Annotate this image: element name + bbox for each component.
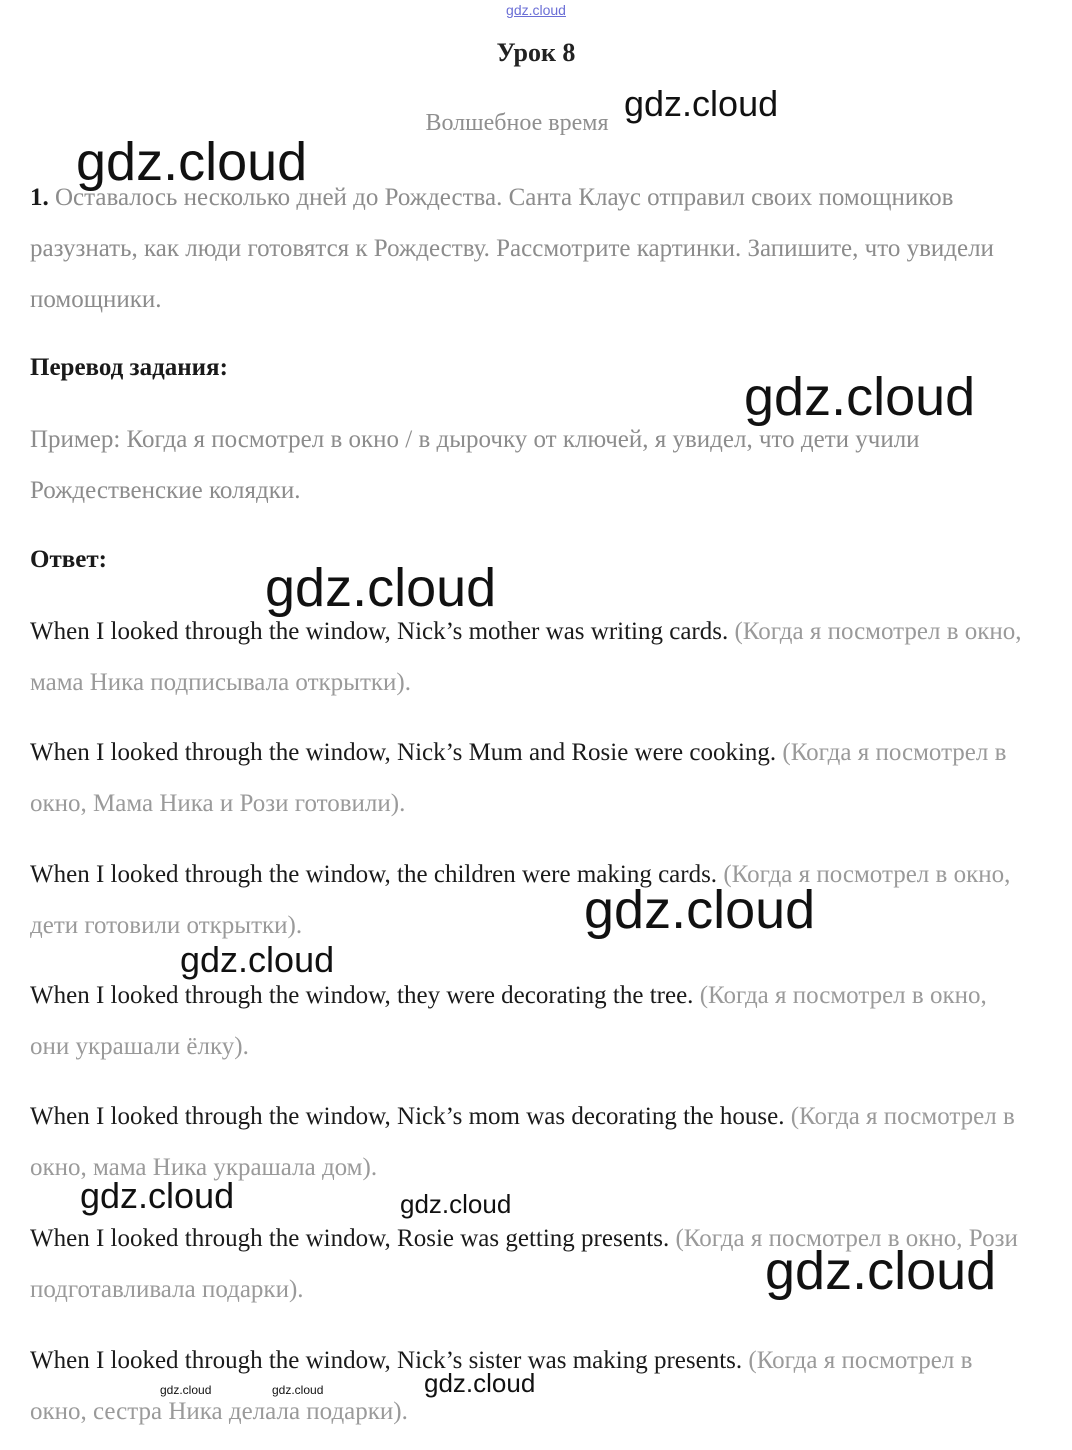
watermark: gdz.cloud [160, 1383, 212, 1397]
answer-russian: (Когда я посмотрел в окно, Рози подготавливала подарки). [30, 1225, 1018, 1303]
answer-item [30, 727, 1030, 829]
task-paragraph [30, 172, 1020, 325]
watermark: gdz.cloud [272, 1383, 324, 1397]
translation-text: Пример: Когда я посмотрел в окно / в дырочку от ключей, я увидел, что дети учили Рождественские колядки. [30, 426, 920, 504]
answer-russian: (Когда я посмотрел в окно, Мама Ника и Рози готовили). [30, 739, 1007, 817]
answer-russian: (Когда я посмотрел в окно, мама Ника подписывала открытки). [30, 618, 1022, 696]
answer-item [30, 970, 1030, 1072]
watermark-top-link[interactable]: gdz.cloud [506, 2, 566, 18]
watermark: gdz.cloud [80, 1175, 235, 1216]
watermark: gdz.cloud [584, 880, 816, 940]
answer-russian: (Когда я посмотрел в окно, дети готовили открытки). [30, 861, 1011, 939]
answer-russian: (Когда я посмотрел в окно, сестра Ника делала подарки). [30, 1347, 973, 1425]
task-text: Оставалось несколько дней до Рождества. Санта Клаус отправил своих помощников разузнать, как люди готовятся к Рождеству. Рассмотрите картинки. Запишите, что увидели помощники. [30, 184, 994, 313]
watermark: gdz.cloud [624, 83, 779, 124]
watermark: gdz.cloud [765, 1241, 997, 1301]
answer-english: When I looked through the window, Nick’s mom was decorating the house. [30, 1103, 785, 1130]
answer-russian: (Когда я посмотрел в окно, мама Ника украшала дом). [30, 1103, 1015, 1181]
answer-english: When I looked through the window, Nick’s mother was writing cards. [30, 618, 729, 645]
answer-russian: (Когда я посмотрел в окно, они украшали ёлку). [30, 982, 987, 1060]
watermark: gdz.cloud [265, 558, 497, 618]
answer-item [30, 606, 1030, 708]
answer-english: When I looked through the window, Nick’s Mum and Rosie were cooking. [30, 739, 777, 766]
answer-english: When I looked through the window, Rosie was getting presents. [30, 1225, 670, 1252]
translation-heading: Перевод задания: [30, 354, 228, 381]
answer-english: When I looked through the window, the children were making cards. [30, 861, 718, 888]
watermark: gdz.cloud [400, 1189, 512, 1219]
answer-english: When I looked through the window, they were decorating the tree. [30, 982, 694, 1009]
answer-item [30, 849, 1030, 951]
watermark: gdz.cloud [424, 1368, 536, 1398]
answer-english: When I looked through the window, Nick’s sister was making presents. [30, 1347, 743, 1374]
watermark: gdz.cloud [76, 132, 308, 192]
answer-heading: Ответ: [30, 546, 107, 573]
page-title: Урок 8 [496, 38, 576, 67]
task-number: 1. [30, 184, 49, 211]
watermark: gdz.cloud [744, 367, 976, 427]
page-subtitle: Волшебное время [425, 110, 609, 136]
watermark: gdz.cloud [180, 939, 335, 980]
